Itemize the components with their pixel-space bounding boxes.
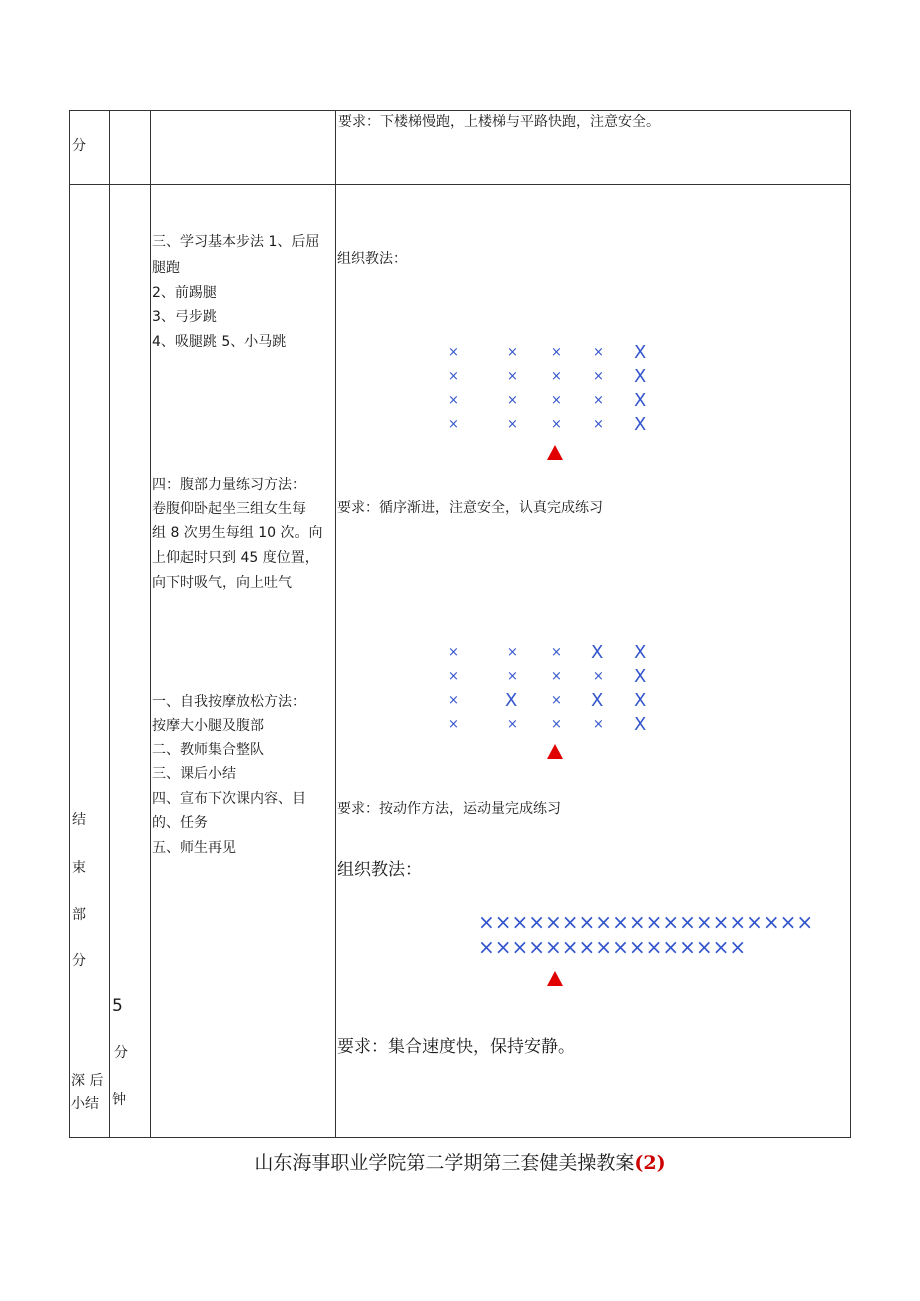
formation-mark: X — [634, 342, 647, 363]
formation-mark: × — [593, 345, 604, 360]
content-line: 五、师生再见 — [152, 840, 236, 856]
formation-mark: X — [634, 642, 647, 663]
formation-mark: × — [507, 645, 518, 660]
formation-mark: × — [593, 393, 604, 408]
requirement-2: 要求：按动作方法，运动量完成练习 — [337, 801, 561, 817]
content-line: 三、学习基本步法 1、后屈 — [152, 234, 320, 250]
content-line: 四、宣布下次课内容、目 — [152, 791, 306, 807]
formation-mark: × — [593, 417, 604, 432]
formation-mark: × — [448, 669, 459, 684]
formation-mark: × — [448, 693, 459, 708]
formation-mark: X — [591, 690, 604, 711]
formation-mark: × — [448, 645, 459, 660]
formation-mark: × — [593, 669, 604, 684]
formation-mark: × — [507, 417, 518, 432]
formation-mark: × — [551, 393, 562, 408]
content-line: 四：腹部力量练习方法： — [152, 477, 306, 493]
table-col-divider-3 — [335, 110, 336, 1138]
organization-method-1: 组织教法： — [337, 251, 407, 267]
page-footer — [0, 1148, 920, 1175]
time-number: 5 — [112, 996, 123, 1016]
summary-line-1: 深 后 — [71, 1073, 104, 1089]
table-border-right — [850, 110, 851, 1138]
formation-mark: X — [634, 390, 647, 411]
formation-mark: × — [507, 717, 518, 732]
section-char-4: 分 — [72, 953, 86, 969]
content-line: 的、任务 — [152, 815, 208, 831]
formation-mark: X — [591, 642, 604, 663]
requirement-3: 要求：集合速度快，保持安静。 — [337, 1037, 575, 1057]
formation-mark: × — [551, 369, 562, 384]
teacher-marker-3 — [547, 971, 563, 986]
content-line: 向下时吸气，向上吐气 — [152, 575, 292, 591]
formation-mark: × — [593, 369, 604, 384]
table-col-divider-1 — [109, 110, 110, 1138]
formation-mark: × — [551, 669, 562, 684]
formation-mark: × — [551, 717, 562, 732]
formation-mark: X — [634, 690, 647, 711]
teacher-marker-1 — [547, 445, 563, 460]
content-line: 三、课后小结 — [152, 766, 236, 782]
content-line: 一、自我按摩放松方法： — [152, 694, 306, 710]
table-row-divider — [69, 184, 851, 185]
formation-mark: × — [551, 345, 562, 360]
section-char-2: 束 — [72, 860, 86, 876]
formation-mark: × — [551, 693, 562, 708]
summary-line-2: 小结 — [71, 1096, 99, 1112]
top-row-section-label: 分 — [72, 138, 86, 154]
table-border-bottom — [69, 1137, 851, 1138]
formation-mark: X — [505, 690, 518, 711]
section-char-3: 部 — [72, 907, 86, 923]
content-line: 卷腹仰卧起坐三组女生每 — [152, 501, 306, 517]
formation-mark: × — [507, 369, 518, 384]
content-line: 3、弓步跳 — [152, 309, 217, 325]
formation-mark: × — [593, 717, 604, 732]
formation-mark: × — [448, 369, 459, 384]
content-line: 2、前踢腿 — [152, 285, 217, 301]
formation-mark: × — [448, 417, 459, 432]
content-line: 二、教师集合整队 — [152, 742, 264, 758]
formation-mark: × — [448, 717, 459, 732]
top-row-requirement: 要求：下楼梯慢跑，上楼梯与平路快跑，注意安全。 — [338, 114, 660, 130]
time-unit-1: 分 — [114, 1045, 128, 1061]
content-line: 按摩大小腿及腹部 — [152, 718, 264, 734]
table-border-left — [69, 110, 70, 1138]
table-col-divider-2 — [150, 110, 151, 1138]
content-line: 组 8 次男生每组 10 次。向 — [152, 525, 323, 541]
footer-title: 山东海事职业学院第二学期第三套健美操教案 — [254, 1152, 635, 1174]
formation-mark: × — [507, 345, 518, 360]
content-line: 上仰起时只到 45 度位置， — [152, 550, 319, 566]
formation-mark: × — [551, 645, 562, 660]
content-line: 4、吸腿跳 5、小马跳 — [152, 334, 287, 350]
formation-3-row-2: ×××××××××××××××× — [478, 935, 747, 959]
formation-mark: × — [507, 669, 518, 684]
teacher-marker-2 — [547, 744, 563, 759]
formation-mark: × — [551, 417, 562, 432]
formation-mark: × — [448, 345, 459, 360]
requirement-1: 要求：循序渐进，注意安全，认真完成练习 — [337, 500, 603, 516]
content-line: 腿跑 — [152, 260, 180, 276]
section-char-1: 结 — [72, 812, 86, 828]
formation-mark: × — [448, 393, 459, 408]
formation-mark: X — [634, 414, 647, 435]
formation-mark: × — [507, 393, 518, 408]
formation-mark: X — [634, 666, 647, 687]
formation-mark: X — [634, 714, 647, 735]
organization-method-2: 组织教法： — [337, 860, 422, 880]
time-unit-2: 钟 — [112, 1092, 126, 1108]
formation-mark: X — [634, 366, 647, 387]
formation-3-row-1: ×××××××××××××××××××× — [478, 910, 814, 934]
footer-number: (2) — [634, 1152, 666, 1174]
